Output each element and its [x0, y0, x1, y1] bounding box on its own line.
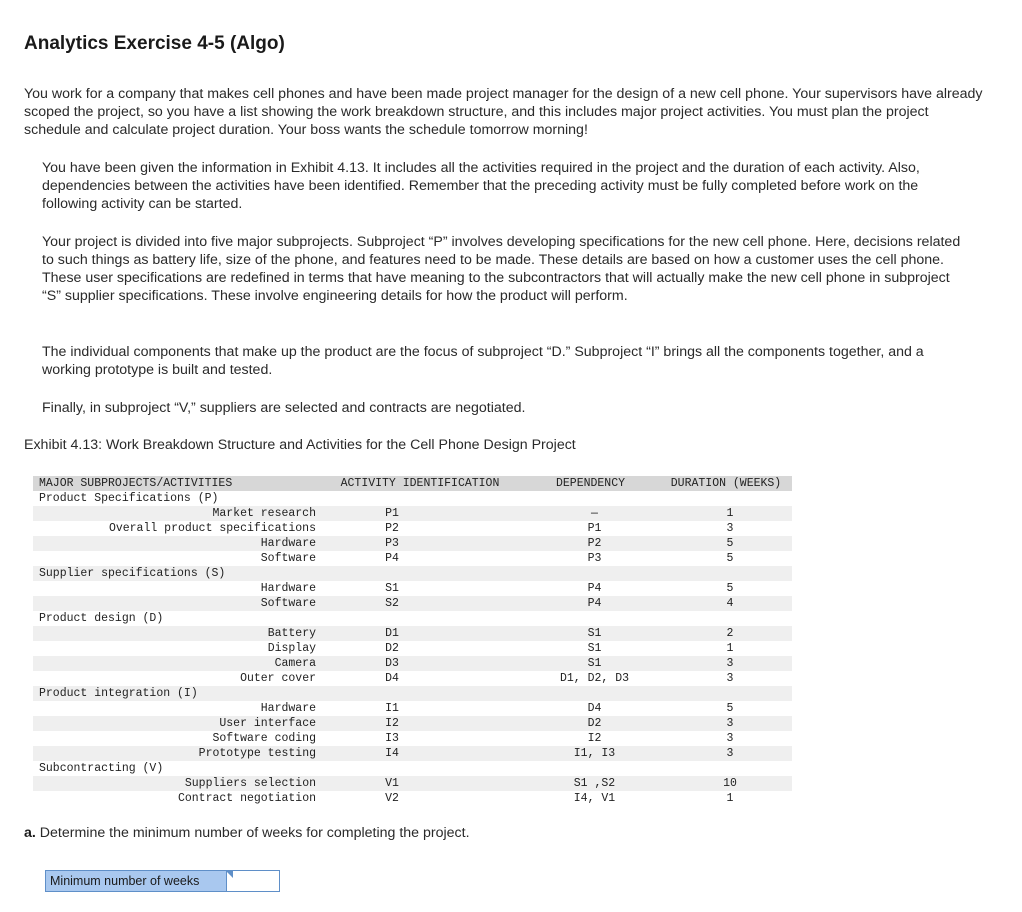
wbs-table-body: [33, 491, 792, 806]
activity-name: Hardware: [260, 582, 316, 595]
activity-id: D1: [319, 626, 521, 641]
activity-dependency: D4: [587, 702, 602, 715]
activity-dependency: P3: [587, 552, 602, 565]
activity-duration: 1: [660, 506, 792, 521]
activity-id: S2: [319, 596, 521, 611]
activity-dependency: I1, I3: [521, 746, 660, 761]
wbs-table: [33, 476, 792, 806]
table-header-row: [33, 476, 792, 491]
components-paragraph: The individual components that make up the product are the focus of subproject “D.” Subproject “I” brings all the components together, and a working prototype is built and tested.: [42, 344, 924, 378]
activity-dependency: P2: [521, 536, 660, 551]
exhibit-info-paragraph: You have been given the information in Exhibit 4.13. It includes all the activities required in the project and the duration of each activity. Also, dependencies between the activities have been identified. Remember that the preceding activity must be fully completed before work on the following activity can be started.: [42, 160, 920, 212]
activity-duration: 3: [726, 522, 734, 535]
activity-dependency: D1, D2, D3: [559, 672, 629, 685]
intro-paragraph: You work for a company that makes cell phones and have been made project manager for the design of a new cell phone. Your supervisors have already scoped the project, so you have a list showing the work breakdown structure, and this includes major project activities. You must plan the project schedule and calculate project duration. Your boss wants the schedule tomorrow morning!: [24, 86, 983, 138]
activity-id: I4: [319, 746, 521, 761]
subproject-name: Supplier specifications (S): [33, 566, 792, 581]
subprojects-paragraph: Your project is divided into five major subprojects. Subproject “P” involves developing specifications for the new cell phone. Here, decisions related to such things as battery life, size of the phone, and features need to be made. These details are based on how a customer uses the cell phone. These user specifications are redefined in terms that have meaning to the subcontractors that will actually make the new cell phone in subproject “S” supplier specifications. These involve engineering details for how the product will perform.: [42, 234, 961, 304]
answer-label: Minimum number of weeks: [45, 870, 226, 892]
exhibit-caption: Exhibit 4.13: Work Breakdown Structure and Activities for the Cell Phone Design Project: [24, 437, 576, 453]
activity-name: Market research: [33, 506, 319, 521]
activity-id: V2: [385, 792, 399, 805]
activity-name: Contract negotiation: [177, 792, 316, 805]
activity-id: P4: [385, 552, 399, 565]
min-weeks-input[interactable]: [226, 870, 280, 892]
table-row: [33, 596, 792, 611]
table-row: [33, 626, 792, 641]
table-row: [33, 581, 792, 596]
activity-id: I3: [385, 732, 399, 745]
activity-duration: 3: [726, 732, 734, 745]
question-text: Determine the minimum number of weeks for completing the project.: [35, 825, 470, 841]
activity-id: I2: [319, 716, 521, 731]
activity-dependency: I4, V1: [573, 792, 616, 805]
activity-name: Camera: [33, 656, 319, 671]
table-row: [33, 551, 792, 566]
question-a: [24, 825, 470, 841]
activity-dependency: —: [521, 506, 660, 521]
header-activity-id: ACTIVITY IDENTIFICATION: [319, 476, 521, 491]
activity-duration: 1: [726, 642, 734, 655]
activity-duration: 3: [660, 746, 792, 761]
table-row: [33, 656, 792, 671]
activity-id: D3: [319, 656, 521, 671]
activity-duration: 4: [660, 596, 792, 611]
activity-id: S1: [385, 582, 399, 595]
table-row: [33, 536, 792, 551]
question-label: a.: [24, 825, 36, 841]
activity-duration: 10: [660, 776, 792, 791]
table-row: [33, 671, 792, 686]
table-row: [33, 731, 792, 746]
table-row: [33, 506, 792, 521]
header-dependency: DEPENDENCY: [521, 476, 660, 491]
table-group-row: [33, 566, 792, 581]
activity-duration: 2: [660, 626, 792, 641]
table-row: [33, 746, 792, 761]
subproject-name: Product Specifications (P): [39, 492, 219, 505]
page-title: Analytics Exercise 4-5 (Algo): [24, 33, 285, 54]
activity-name: Software: [33, 596, 319, 611]
activity-id: P2: [385, 522, 399, 535]
activity-id: I1: [385, 702, 399, 715]
activity-name: Outer cover: [240, 672, 316, 685]
activity-name: Overall product specifications: [108, 522, 316, 535]
activity-id: P3: [319, 536, 521, 551]
table-row: [33, 776, 792, 791]
activity-name: Prototype testing: [33, 746, 319, 761]
table-row: [33, 521, 792, 536]
table-row: [33, 791, 792, 806]
activity-duration: 5: [726, 582, 734, 595]
table-group-row: [33, 611, 792, 626]
activity-name: Hardware: [260, 702, 316, 715]
activity-id: D4: [385, 672, 399, 685]
activity-name: User interface: [33, 716, 319, 731]
suppliers-paragraph: Finally, in subproject “V,” suppliers are selected and contracts are negotiated.: [42, 400, 526, 416]
activity-duration: 3: [660, 656, 792, 671]
table-group-row: [33, 761, 792, 776]
activity-name: Software: [260, 552, 316, 565]
answer-corner-marker: [226, 871, 233, 878]
activity-id: V1: [319, 776, 521, 791]
subproject-name: Product integration (I): [33, 686, 792, 701]
activity-dependency: P1: [587, 522, 602, 535]
activity-dependency: S1 ,S2: [521, 776, 660, 791]
activity-duration: 3: [660, 716, 792, 731]
activity-duration: 1: [726, 792, 734, 805]
activity-name: Suppliers selection: [33, 776, 319, 791]
activity-dependency: I2: [587, 732, 602, 745]
table-row: [33, 716, 792, 731]
header-duration: DURATION (WEEKS): [660, 476, 792, 491]
activity-duration: 5: [726, 702, 734, 715]
activity-duration: 3: [726, 672, 734, 685]
table-group-row: [33, 686, 792, 701]
activity-id: D2: [385, 642, 399, 655]
activity-duration: 5: [726, 552, 734, 565]
activity-name: Battery: [33, 626, 319, 641]
table-group-row: [33, 491, 792, 506]
activity-id: P1: [319, 506, 521, 521]
activity-dependency: S1: [587, 642, 602, 655]
table-row: [33, 701, 792, 716]
subproject-name: Subcontracting (V): [39, 762, 164, 775]
activity-dependency: P4: [587, 582, 602, 595]
activity-duration: 5: [660, 536, 792, 551]
activity-dependency: D2: [521, 716, 660, 731]
activity-dependency: S1: [521, 626, 660, 641]
activity-dependency: P4: [521, 596, 660, 611]
answer-row: [45, 870, 280, 894]
activity-name: Hardware: [33, 536, 319, 551]
table-row: [33, 641, 792, 656]
header-activities: MAJOR SUBPROJECTS/ACTIVITIES: [33, 476, 319, 491]
subproject-name: Product design (D): [39, 612, 164, 625]
activity-name: Display: [267, 642, 316, 655]
activity-name: Software coding: [212, 732, 316, 745]
activity-dependency: S1: [521, 656, 660, 671]
